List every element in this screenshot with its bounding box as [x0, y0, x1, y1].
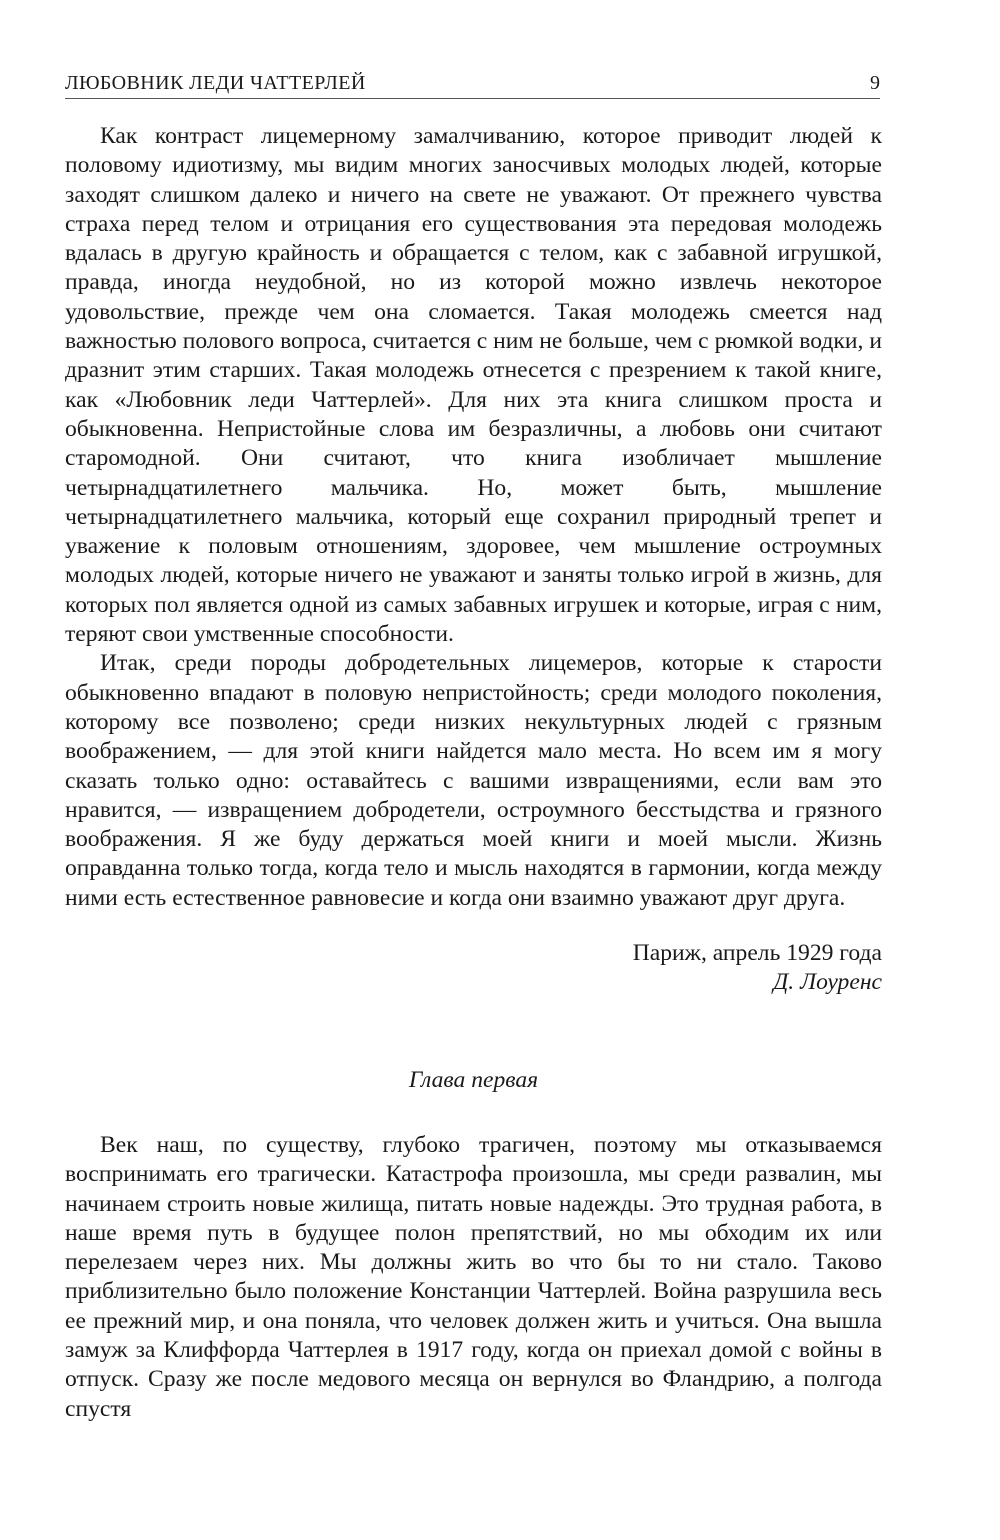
running-title: ЛЮБОВНИК ЛЕДИ ЧАТТЕРЛЕЙ: [65, 72, 366, 94]
preface-paragraph-2: Итак, среди породы добродетельных лицемеров, которые к старости обыкновенно впадают в половую непристойность; среди молодого поколения, которому все позволено; среди низких некультурных людей с грязным воображением, — для этой книги найдется мало места. Но всем им я могу сказать только одно: оставайтесь с вашими извращениями, если вам это нравится, — извращением добродетели, остроумного бесстыдства и грязного воображения. Я же буду держаться моей книги и моей мысли. Жизнь оправданна только тогда, когда тело и мысль находятся в гармонии, когда между ними есть естественное равновесие и когда они взаимно уважают друг друга.: [65, 650, 882, 911]
chapter-paragraph-1: Век наш, по существу, глубоко трагичен, поэтому мы отказываемся воспринимать его трагически. Катастрофа произошла, мы среди развалин, мы начинаем строить новые жилища, питать новые надежды. Это трудная работа, в наше время путь в будущее полон препятствий, но мы обходим их или перелезаем через них. Мы должны жить во что бы то ни стало. Таково приблизительно было положение Констанции Чаттерлей. Война разрушила весь ее прежний мир, и она поняла, что человек должен жить и учиться. Она вышла замуж за Клиффорда Чаттерлея в 1917 году, когда он приехал домой с войны в отпуск. Сразу же после медового месяца он вернулся во Фландрию, а полгода спустя: [65, 1131, 882, 1422]
running-header: [65, 70, 880, 99]
preface-signoff: [65, 939, 882, 998]
place-date: Париж, апрель 1929 года: [632, 940, 882, 967]
body-text: [65, 122, 882, 1424]
author-signature: Д. Лоуренс: [773, 969, 882, 996]
page-number: 9: [870, 72, 880, 94]
preface-paragraph-1: Как контраст лицемерному замалчиванию, которое приводит людей к половому идиотизму, мы видим многих заносчивых молодых людей, которые заходят слишком далеко и ничего на свете не уважают. От прежнего чувства страха перед телом и отрицания его существования эта передовая молодежь вдалась в другую крайность и обращается с телом, как с забавной игрушкой, правда, иногда неудобной, но из которой можно извлечь некоторое удовольствие, прежде чем она сломается. Такая молодежь смеется над важностью полового вопроса, считается с ним не больше, чем с рюмкой водки, и дразнит этим старших. Такая молодежь отнесется с презрением к такой книге, как «Любовник леди Чаттерлей». Для них эта книга слишком проста и обыкновенна. Непристойные слова им безразличны, а любовь они считают старомодной. Они считают, что книга изобличает мышление четырнадцатилетнего мальчика. Но, может быть, мышление четырнадцатилетнего мальчика, который еще сохранил природный трепет и уважение к половым отношениям, здоровее, чем мышление остроумных молодых людей, которые ничего не уважают и заняты только игрой в жизнь, для которых пол является одной из самых забавных игрушек и которые, играя с ним, теряют свои умственные способности.: [65, 123, 882, 648]
chapter-title: Глава первая: [408, 1066, 539, 1093]
